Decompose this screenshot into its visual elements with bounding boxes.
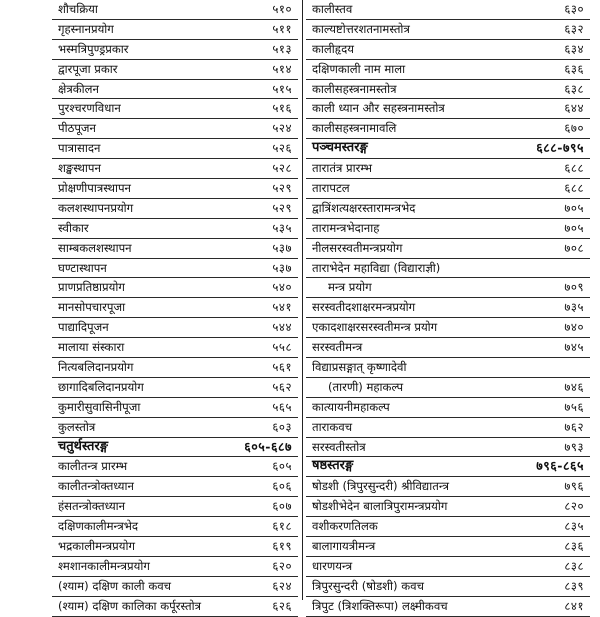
entry-title: कालीतन्त्रोक्तध्यान: [58, 479, 134, 494]
toc-entry-row: [52, 0, 298, 20]
entry-title: पाद्यादिपूजन: [58, 320, 109, 335]
toc-entry-row: [52, 219, 298, 239]
entry-page-number: ७६२: [564, 419, 584, 434]
section-heading-row: [306, 139, 590, 159]
toc-entry-row: [52, 477, 298, 497]
entry-page-number: ५१५: [272, 81, 292, 96]
entry-page-number: ५४४: [272, 320, 292, 335]
entry-page-number: ६३०: [564, 2, 584, 16]
entry-title: मानसोपचारपूजा: [58, 300, 126, 315]
toc-entry-row: [52, 80, 298, 100]
entry-page-number: ६२६: [272, 598, 292, 613]
entry-page-number: ८३६: [564, 539, 584, 554]
entry-page-number: ६८८: [564, 181, 584, 196]
entry-page-number: ६४४: [564, 101, 584, 116]
entry-page-number: ५६२: [272, 379, 292, 394]
toc-entry-row: [306, 318, 590, 338]
entry-title: सरस्वतीस्तोत्र: [312, 439, 366, 454]
toc-entry-row: [306, 119, 590, 139]
entry-title: सरस्वतीदशाक्षरमन्त्रप्रयोग: [312, 300, 416, 315]
entry-page-number: ७४६: [564, 379, 584, 394]
entry-page-number: ५३७: [272, 260, 292, 275]
entry-title: त्रिपुट (त्रिशक्तिरूपा) लक्ष्मीकवच: [312, 598, 448, 613]
entry-page-number: ५२९: [272, 181, 292, 196]
entry-page-number: ७०५: [564, 220, 584, 235]
toc-entry-row: [306, 358, 590, 378]
entry-title: पीठपूजन: [58, 121, 96, 136]
entry-title: स्वीकार: [58, 220, 89, 235]
toc-entry-row: [52, 557, 298, 577]
toc-entry-row: [52, 199, 298, 219]
entry-page-number: ७०८: [564, 240, 584, 255]
section-heading-title: पञ्चमस्तरङ्ग: [312, 140, 368, 156]
entry-page-number: ५१०: [272, 2, 292, 16]
entry-title: कालीस्तव: [312, 2, 353, 16]
entry-page-number: ७०९: [564, 280, 584, 295]
toc-entry-row: [52, 517, 298, 537]
toc-entry-row: [52, 119, 298, 139]
entry-page-number: ५५८: [272, 340, 292, 355]
toc-entry-row: [52, 40, 298, 60]
toc-entry-row: [52, 398, 298, 418]
entry-page-number: ७४५: [564, 340, 584, 355]
toc-entry-row: [306, 378, 590, 398]
right-column: [306, 0, 590, 617]
toc-entry-row: [306, 199, 590, 219]
section-heading-title: षष्ठस्तरङ्ग: [312, 458, 354, 474]
left-column: [52, 0, 298, 617]
toc-entry-row: [306, 537, 590, 557]
entry-title: षोडशी (त्रिपुरसुन्दरी) श्रीविद्यातन्त्र: [312, 479, 450, 494]
section-page-range: ७९६-८६५: [536, 458, 584, 474]
entry-page-number: ५३५: [272, 220, 292, 235]
entry-title: गृहस्नानप्रयोग: [58, 21, 114, 36]
entry-title: काल्यष्टोत्तरशतनामस्तोत्र: [312, 21, 410, 36]
toc-entry-row: [306, 418, 590, 438]
entry-page-number: ६०५: [272, 459, 292, 474]
entry-title: धारणयन्त्र: [312, 558, 353, 573]
entry-title: कुलस्तोत्र: [58, 419, 96, 434]
toc-entry-row: [306, 159, 590, 179]
entry-page-number: ५४०: [272, 280, 292, 295]
entry-title: ताराकवच: [312, 419, 353, 434]
column-divider: [302, 0, 303, 600]
entry-page-number: ६१८: [272, 519, 292, 534]
entry-page-number: ७३५: [564, 300, 584, 315]
entry-page-number: ५१६: [272, 101, 292, 116]
toc-entry-row: [52, 418, 298, 438]
entry-title: घण्टास्थापन: [58, 260, 107, 275]
toc-entry-row: [306, 219, 590, 239]
entry-title: मन्त्र प्रयोग: [328, 280, 372, 295]
entry-title: शौचक्रिया: [58, 2, 98, 16]
toc-entry-row: [52, 60, 298, 80]
toc-entry-row: [306, 259, 590, 279]
entry-title: वशीकरणतिलक: [312, 519, 378, 534]
entry-title: पुरश्चरणविधान: [58, 101, 121, 116]
entry-title: मालाया संस्कारा: [58, 340, 125, 355]
entry-title: त्रिपुरसुन्दरी (षोडशी) कवच: [312, 578, 424, 593]
toc-entry-row: [306, 557, 590, 577]
entry-page-number: ६३६: [564, 61, 584, 76]
toc-entry-row: [306, 239, 590, 259]
entry-title: क्षेत्रकीलन: [58, 81, 99, 96]
toc-entry-row: [306, 0, 590, 20]
toc-entry-row: [52, 239, 298, 259]
entry-title: तारामन्त्रभेदानाह: [312, 220, 380, 235]
toc-entry-row: [52, 358, 298, 378]
toc-entry-row: [52, 457, 298, 477]
section-heading-row: [306, 457, 590, 477]
entry-page-number: ६०७: [272, 499, 292, 514]
entry-title: साम्बकलशस्थापन: [58, 240, 132, 255]
entry-title: छागादिबलिदानप्रयोग: [58, 379, 144, 394]
entry-page-number: ७९६: [564, 479, 584, 494]
entry-page-number: ५६१: [272, 360, 292, 375]
entry-page-number: ८३८: [564, 558, 584, 573]
entry-page-number: ६३४: [564, 41, 584, 56]
entry-title: (श्याम) दक्षिण कालिका कर्पूरस्तोत्र: [58, 598, 201, 613]
entry-title: (तारणी) महाकल्प: [328, 379, 404, 394]
entry-title: कालीसहस्त्रनामावलि: [312, 121, 397, 136]
entry-page-number: ७०५: [564, 200, 584, 215]
toc-entry-row: [52, 259, 298, 279]
entry-title: कालीतन्त्र प्रारम्भ: [58, 459, 128, 474]
section-heading-title: चतुर्थस्तरङ्ग: [58, 438, 108, 454]
entry-page-number: ५१३: [272, 41, 292, 56]
entry-title: द्वारपूजा प्रकार: [58, 61, 118, 76]
toc-entry-row: [306, 438, 590, 458]
entry-title: श्मशानकालीमन्त्रप्रयोग: [58, 558, 150, 573]
toc-entry-row: [52, 20, 298, 40]
entry-page-number: ५६५: [272, 399, 292, 414]
section-page-range: ६०५-६८७: [244, 438, 292, 454]
entry-page-number: ६२४: [272, 578, 292, 593]
entry-page-number: ६७०: [564, 121, 584, 136]
toc-entry-row: [52, 537, 298, 557]
toc-entry-row: [306, 497, 590, 517]
entry-page-number: ८३५: [564, 519, 584, 534]
entry-page-number: ८२०: [564, 499, 584, 514]
entry-page-number: ६३८: [564, 81, 584, 96]
entry-title: तारापटल: [312, 181, 350, 196]
entry-title: (श्याम) दक्षिण काली कवच: [58, 578, 172, 593]
entry-title: शङ्खस्थापन: [58, 161, 101, 176]
section-page-range: ६८८-७९५: [536, 140, 584, 156]
entry-page-number: ५२८: [272, 161, 292, 176]
toc-entry-row: [52, 159, 298, 179]
entry-title: कालीहृदय: [312, 41, 355, 56]
entry-page-number: ६०६: [272, 479, 292, 494]
entry-page-number: ५३७: [272, 240, 292, 255]
entry-page-number: ७५६: [564, 399, 584, 414]
entry-title: नित्यबलिदानप्रयोग: [58, 360, 134, 375]
entry-title: कुमारीसुवासिनीपूजा: [58, 399, 141, 414]
entry-page-number: ७४०: [564, 320, 584, 335]
entry-title: दक्षिणकाली नाम माला: [312, 61, 406, 76]
entry-title: कलशस्थापनप्रयोग: [58, 200, 134, 215]
entry-page-number: ८३९: [564, 578, 584, 593]
entry-title: तारातंत्र प्रारम्भ: [312, 161, 373, 176]
entry-page-number: ५२६: [272, 141, 292, 156]
entry-page-number: ५११: [272, 21, 292, 36]
toc-entry-row: [306, 60, 590, 80]
entry-title: कालीसहस्त्रनामस्तोत्र: [312, 81, 397, 96]
toc-entry-row: [52, 378, 298, 398]
section-heading-row: [52, 438, 298, 458]
entry-title: सरस्वतीमन्त्र: [312, 340, 363, 355]
toc-entry-row: [52, 298, 298, 318]
entry-title: नीलसरस्वतीमन्त्रप्रयोग: [312, 240, 403, 255]
toc-entry-row: [306, 338, 590, 358]
toc-entry-row: [52, 179, 298, 199]
entry-page-number: ६२०: [272, 558, 292, 573]
entry-page-number: ५१४: [272, 61, 292, 76]
entry-title: पात्रासादन: [58, 141, 101, 156]
toc-entry-row: [52, 278, 298, 298]
entry-title: ताराभेदेन महाविद्या (विद्याराज्ञी): [312, 260, 441, 275]
entry-title: भद्रकालीमन्त्रप्रयोग: [58, 539, 136, 554]
entry-page-number: ५४१: [272, 300, 292, 315]
toc-entry-row: [52, 318, 298, 338]
entry-title: प्राणप्रतिष्ठाप्रयोग: [58, 280, 125, 295]
entry-title: बालागायत्रीमन्त्र: [312, 539, 376, 554]
entry-title: षोडशीभेदेन बालात्रिपुरामन्त्रप्रयोग: [312, 499, 448, 514]
toc-entry-row: [306, 398, 590, 418]
entry-title: भस्मत्रिपुण्ड्रप्रकार: [58, 41, 129, 56]
entry-page-number: ५२४: [272, 121, 292, 136]
toc-entry-row: [52, 577, 298, 597]
entry-page-number: ६८८: [564, 161, 584, 176]
entry-page-number: ६०३: [272, 419, 292, 434]
toc-entry-row: [306, 179, 590, 199]
toc-entry-row: [306, 80, 590, 100]
toc-entry-row: [306, 517, 590, 537]
entry-title: हंसतन्त्रोक्तध्यान: [58, 499, 126, 514]
entry-title: काली ध्यान और सहस्त्रनामस्तोत्र: [312, 101, 445, 116]
entry-title: विद्याप्रसङ्गात् कृष्णादेवी: [312, 360, 407, 375]
entry-page-number: ७९३: [564, 439, 584, 454]
toc-entry-row: [52, 338, 298, 358]
entry-page-number: ८४१: [564, 598, 584, 613]
entry-title: दक्षिणकालीमन्त्रभेद: [58, 519, 139, 534]
entry-title: कात्यायनीमहाकल्प: [312, 399, 390, 414]
entry-page-number: ६१९: [272, 539, 292, 554]
toc-entry-row: [306, 99, 590, 119]
toc-entry-row: [306, 278, 590, 298]
entry-title: एकादशाक्षरसरस्वतीमन्त्र प्रयोग: [312, 320, 438, 335]
toc-entry-row: [306, 577, 590, 597]
entry-page-number: ६३२: [564, 21, 584, 36]
toc-entry-row: [52, 99, 298, 119]
toc-entry-row: [306, 20, 590, 40]
entry-title: प्रोक्षणीपात्रस्थापन: [58, 181, 131, 196]
toc-entry-row: [306, 40, 590, 60]
toc-entry-row: [306, 298, 590, 318]
toc-entry-row: [306, 477, 590, 497]
entry-title: द्वात्रिंशत्यक्षरस्तारामन्त्रभेद: [312, 200, 416, 215]
entry-page-number: ५२९: [272, 200, 292, 215]
toc-entry-row: [52, 497, 298, 517]
toc-entry-row: [52, 139, 298, 159]
